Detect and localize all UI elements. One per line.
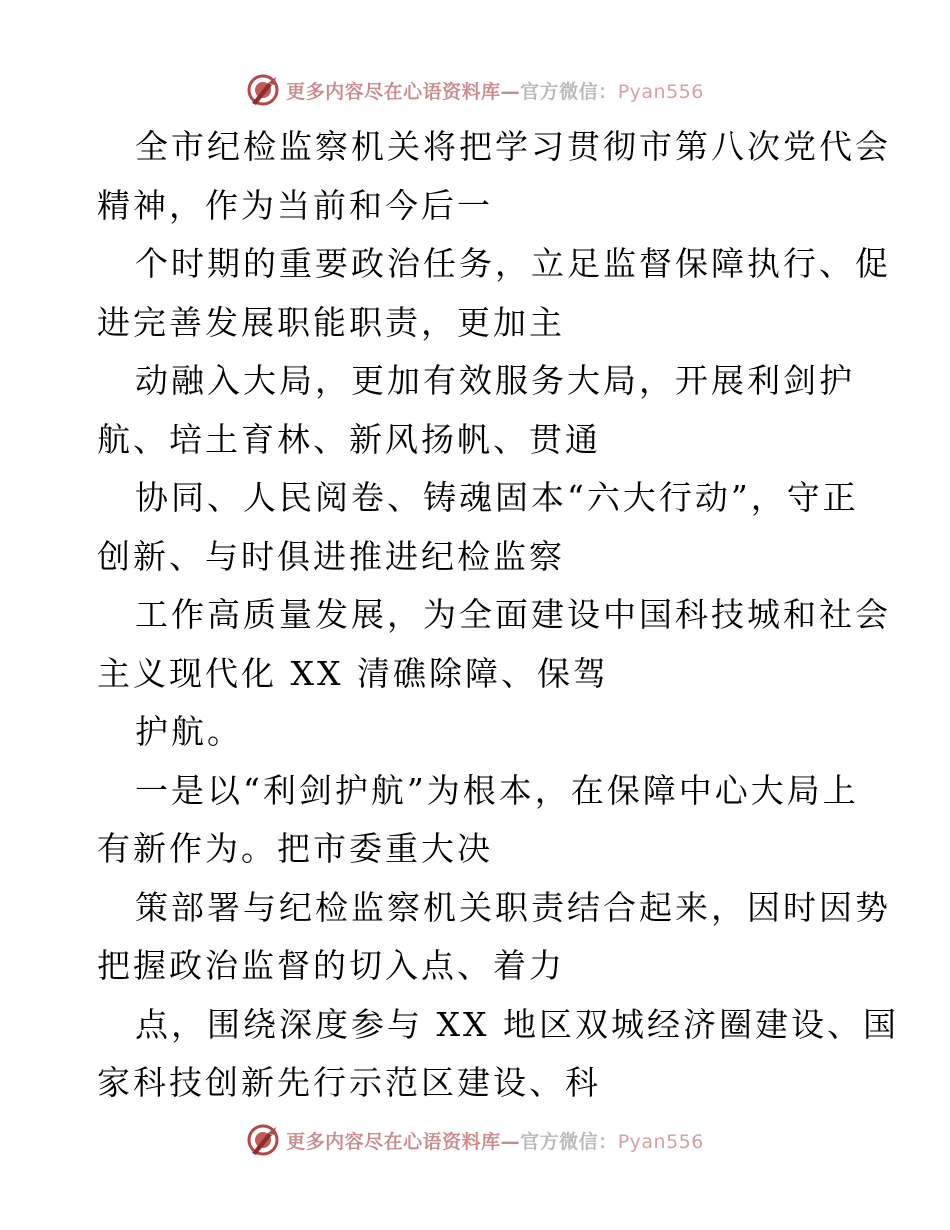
- text-line: 精神，作为当前和今后一: [97, 185, 493, 225]
- text-line: 主义现代化 XX 清礁除障、保驾: [97, 653, 609, 693]
- text-line: 动融入大局，更加有效服务大局，开展利剑护: [135, 361, 855, 400]
- text-line: 协同、人民阅卷、铸魂固本“六大行动”，守正: [135, 478, 859, 517]
- text-line: 把握政治监督的切入点、着力: [97, 946, 565, 985]
- text-line: 全市纪检监察机关将把学习贯彻市第八次党代会: [135, 127, 891, 166]
- text-line: 护航。: [135, 712, 243, 751]
- text-line: 策部署与纪检监察机关职责结合起来，因时因势: [135, 887, 891, 927]
- quill-seal-icon: [246, 73, 280, 107]
- text-line: 航、培土育林、新风扬帆、贯通: [97, 419, 601, 459]
- text-line: 家科技创新先行示范区建设、科: [97, 1063, 601, 1102]
- header-banner: [0, 70, 950, 110]
- text-line: 工作高质量发展，为全面建设中国科技城和社会: [135, 595, 891, 634]
- banner-wechat-id: Pyan556: [617, 1130, 704, 1153]
- banner-wechat-id: Pyan556: [617, 80, 704, 103]
- text-line: 有新作为。把市委重大决: [97, 829, 493, 868]
- banner-text: [286, 77, 704, 104]
- text-line: 个时期的重要政治任务，立足监督保障执行、促: [135, 244, 891, 283]
- banner-text: [286, 1127, 704, 1154]
- banner-dash: —: [500, 80, 521, 103]
- banner-main-text: 更多内容尽在心语资料库: [286, 1130, 501, 1153]
- banner-official-label: 官方微信：: [520, 80, 618, 103]
- banner-official-label: 官方微信：: [520, 1130, 618, 1153]
- quill-seal-icon: [246, 1123, 280, 1157]
- banner-main-text: 更多内容尽在心语资料库: [286, 80, 501, 103]
- text-line: 一是以“利剑护航”为根本，在保障中心大局上: [135, 770, 859, 810]
- text-line: 进完善发展职能职责，更加主: [97, 302, 565, 342]
- document-body: [97, 118, 899, 1113]
- text-line: 点，围绕深度参与 XX 地区双城经济圈建设、国: [135, 1004, 899, 1044]
- banner-dash: —: [500, 1130, 521, 1153]
- text-line: 创新、与时俱进推进纪检监察: [97, 536, 565, 576]
- footer-banner: [0, 1120, 950, 1160]
